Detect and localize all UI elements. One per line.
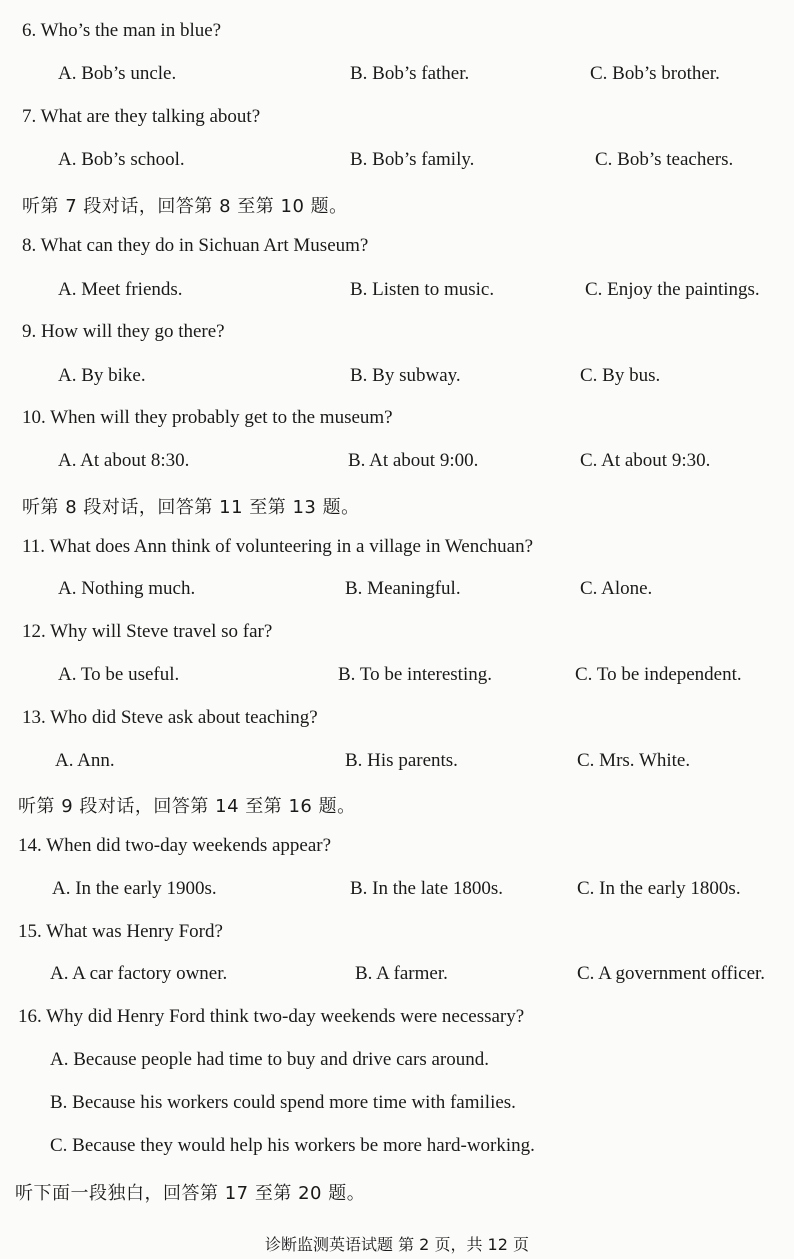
- question-7: 7. What are they talking about?: [22, 106, 261, 127]
- q13-option-b: B. His parents.: [345, 750, 458, 771]
- q16-option-b: B. Because his workers could spend more time with families.: [50, 1092, 516, 1113]
- page-footer: 诊断监测英语试题 第 2 页，共 12 页: [265, 1235, 529, 1254]
- q6-option-b: B. Bob’s father.: [350, 63, 470, 84]
- q11-option-a: A. Nothing much.: [58, 578, 196, 599]
- q7-option-c: C. Bob’s teachers.: [595, 149, 734, 170]
- question-12: 12. Why will Steve travel so far?: [22, 621, 273, 642]
- q16-option-c: C. Because they would help his workers be more hard-working.: [50, 1135, 535, 1156]
- q14-option-c: C. In the early 1800s.: [577, 878, 741, 899]
- q7-option-a: A. Bob’s school.: [58, 149, 185, 170]
- q13-option-c: C. Mrs. White.: [577, 750, 691, 771]
- q8-option-a: A. Meet friends.: [58, 279, 183, 300]
- q15-option-b: B. A farmer.: [355, 963, 448, 984]
- q16-option-a: A. Because people had time to buy and drive cars around.: [50, 1049, 489, 1070]
- section-heading-8: 听第 8 段对话，回答第 11 至第 13 题。: [22, 497, 360, 518]
- q11-option-c: C. Alone.: [580, 578, 653, 599]
- q6-option-a: A. Bob’s uncle.: [58, 63, 177, 84]
- q9-option-c: C. By bus.: [580, 365, 661, 386]
- q10-option-a: A. At about 8:30.: [58, 450, 190, 471]
- question-16: 16. Why did Henry Ford think two-day weekends were necessary?: [18, 1006, 525, 1027]
- q14-option-b: B. In the late 1800s.: [350, 878, 504, 899]
- q15-option-c: C. A government officer.: [577, 963, 766, 984]
- section-heading-7: 听第 7 段对话，回答第 8 至第 10 题。: [22, 196, 348, 217]
- q10-option-c: C. At about 9:30.: [580, 450, 711, 471]
- q12-option-c: C. To be independent.: [575, 664, 742, 685]
- q10-option-b: B. At about 9:00.: [348, 450, 479, 471]
- question-9: 9. How will they go there?: [22, 321, 225, 342]
- question-14: 14. When did two-day weekends appear?: [18, 835, 332, 856]
- q14-option-a: A. In the early 1900s.: [52, 878, 217, 899]
- question-8: 8. What can they do in Sichuan Art Museum?: [22, 235, 369, 256]
- q7-option-b: B. Bob’s family.: [350, 149, 475, 170]
- q12-option-a: A. To be useful.: [58, 664, 180, 685]
- question-13: 13. Who did Steve ask about teaching?: [22, 707, 318, 728]
- q12-option-b: B. To be interesting.: [338, 664, 492, 685]
- q9-option-b: B. By subway.: [350, 365, 461, 386]
- q8-option-b: B. Listen to music.: [350, 279, 495, 300]
- question-11: 11. What does Ann think of volunteering in a village in Wenchuan?: [22, 536, 534, 557]
- question-15: 15. What was Henry Ford?: [18, 921, 223, 942]
- q8-option-c: C. Enjoy the paintings.: [585, 279, 760, 300]
- q6-option-c: C. Bob’s brother.: [590, 63, 720, 84]
- section-heading-monologue: 听下面一段独白，回答第 17 至第 20 题。: [15, 1183, 366, 1204]
- q9-option-a: A. By bike.: [58, 365, 146, 386]
- q13-option-a: A. Ann.: [55, 750, 115, 771]
- question-6: 6. Who’s the man in blue?: [22, 20, 222, 41]
- q11-option-b: B. Meaningful.: [345, 578, 461, 599]
- question-10: 10. When will they probably get to the museum?: [22, 407, 393, 428]
- section-heading-9: 听第 9 段对话，回答第 14 至第 16 题。: [18, 796, 356, 817]
- q15-option-a: A. A car factory owner.: [50, 963, 228, 984]
